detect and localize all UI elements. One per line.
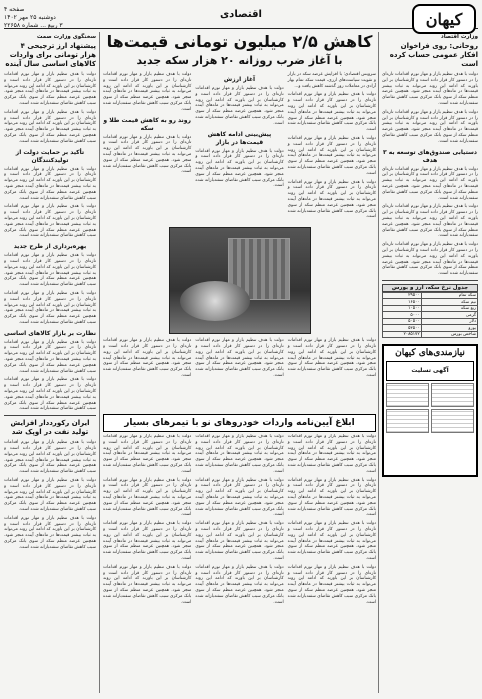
price-table xyxy=(382,284,478,339)
price-table-title: جدول نرخ سکه، ارز و بورس xyxy=(382,284,478,292)
story-text: دولت با هدف تنظیم بازار و مهار تورم اقدامات تازه‌ای را در دستور کار قرار داده است و کارشناسان بر این باورند که ادامه این روند می‌تواند به ثبات بیشتر قیمت‌ها در ماه‌های آینده منجر شود. همچنین عرضه منظم سکه از سوی بانک مرکزی سبب کاهش تقاضای سفته‌بازانه شده است. xyxy=(195,521,284,561)
right-kicker: وزارت اقتصاد xyxy=(440,34,478,40)
left-body: دولت با هدف تنظیم بازار و مهار تورم اقدامات تازه‌ای را در دستور کار قرار داده است و کارشناسان بر این باورند که ادامه این روند می‌تواند به ثبات بیشتر قیمت‌ها در ماه‌های آینده منجر شود. همچنین عرضه منظم سکه از سوی بانک مرکزی سبب کاهش تقاضای سفته‌بازانه شده است. xyxy=(4,204,96,239)
story-text: دولت با هدف تنظیم بازار و مهار تورم اقدامات تازه‌ای را در دستور کار قرار داده است و کارشناسان بر این باورند که ادامه این روند می‌تواند به ثبات بیشتر قیمت‌ها در ماه‌های آینده منجر شود. همچنین عرضه منظم سکه از سوی بانک مرکزی سبب کاهش تقاضای سفته‌بازانه شده است. xyxy=(103,564,192,605)
classifieds-title: نیازمندی‌های کیهان xyxy=(395,348,465,359)
right-column xyxy=(378,32,478,693)
story-text: دولت با هدف تنظیم بازار و مهار تورم اقدامات تازه‌ای را در دستور کار قرار داده است و کارشناسان بر این باورند که ادامه این روند می‌تواند به ثبات بیشتر قیمت‌ها در ماه‌های آینده منجر شود. همچنین عرضه منظم سکه از سوی بانک مرکزی سبب کاهش تقاضای سفته‌بازانه شده است. xyxy=(287,135,376,176)
story-text: دولت با هدف تنظیم بازار و مهار تورم اقدامات تازه‌ای را در دستور کار قرار داده است و کارشناسان بر این باورند که ادامه این روند می‌تواند به ثبات بیشتر قیمت‌ها در ماه‌های آینده منجر شود. همچنین عرضه منظم سکه از سوی بانک مرکزی سبب کاهش تقاضای سفته‌بازانه شده است. xyxy=(195,338,284,378)
story-intro: سرویس اقتصادی: با افزایش عرضه سکه در بازار و تقویت سیاست‌های ارزی، قیمت سکه تمام بهار آزادی در معاملات روز گذشته کاهش یافت و... xyxy=(287,72,376,89)
story-text: دولت با هدف تنظیم بازار و مهار تورم اقدامات تازه‌ای را در دستور کار قرار داده است و کارشناسان بر این باورند که ادامه این روند می‌تواند به ثبات بیشتر قیمت‌ها در ماه‌های آینده منجر شود. همچنین عرضه منظم سکه از سوی بانک مرکزی سبب کاهش تقاضای سفته‌بازانه شده است. xyxy=(287,338,376,378)
story-text: دولت با هدف تنظیم بازار و مهار تورم اقدامات تازه‌ای را در دستور کار قرار داده است و کارشناسان بر این باورند که ادامه این روند می‌تواند به ثبات بیشتر قیمت‌ها در ماه‌های آینده منجر شود. همچنین عرضه منظم سکه از سوی بانک مرکزی سبب کاهش تقاضای سفته‌بازانه شده است. xyxy=(195,477,284,518)
price-value: ۵۳۵۰۰ xyxy=(383,325,422,332)
price-value: ۲۹۵۰۰ xyxy=(383,292,422,299)
left-body: دولت با هدف تنظیم بازار و مهار تورم اقدامات تازه‌ای را در دستور کار قرار داده است و کارشناسان بر این باورند که ادامه این روند می‌تواند به ثبات بیشتر قیمت‌ها در ماه‌های آینده منجر شود. همچنین عرضه منظم سکه از سوی بانک مرکزی سبب کاهش تقاضای سفته‌بازانه شده است. xyxy=(4,515,96,550)
story-text: دولت با هدف تنظیم بازار و مهار تورم اقدامات تازه‌ای را در دستور کار قرار داده است و کارشناسان بر این باورند که ادامه این روند می‌تواند به ثبات بیشتر قیمت‌ها در ماه‌های آینده منجر شود. همچنین عرضه منظم سکه از سوی بانک مرکزی سبب کاهش تقاضای سفته‌بازانه شده است. xyxy=(195,86,284,126)
price-item: سکه تمام xyxy=(421,292,477,299)
story-subhead: آغاز ارزش xyxy=(223,76,256,83)
date-line: دوشنبه ۲۵ مهر ۱۴۰۲ xyxy=(4,14,56,21)
story-column xyxy=(288,434,376,608)
right-headline: روحانی: روی فراخوان افکار عمومی حساب کرده است xyxy=(389,42,478,68)
left-column xyxy=(4,32,100,693)
left-body: دولت با هدف تنظیم بازار و مهار تورم اقدامات تازه‌ای را در دستور کار قرار داده است و کارشناسان بر این باورند که ادامه این روند می‌تواند به ثبات بیشتر قیمت‌ها در ماه‌های آینده منجر شود. همچنین عرضه منظم سکه از سوی بانک مرکزی سبب کاهش تقاضای سفته‌بازانه شده است. xyxy=(4,253,96,288)
story-column xyxy=(288,72,376,223)
story-text: دولت با هدف تنظیم بازار و مهار تورم اقدامات تازه‌ای را در دستور کار قرار داده است و کارشناسان بر این باورند که ادامه این روند می‌تواند به ثبات بیشتر قیمت‌ها در ماه‌های آینده منجر شود. همچنین عرضه منظم سکه از سوی بانک مرکزی سبب کاهش تقاضای سفته‌بازانه شده است. xyxy=(287,477,376,518)
left-body: دولت با هدف تنظیم بازار و مهار تورم اقدامات تازه‌ای را در دستور کار قرار داده است و کارشناسان بر این باورند که ادامه این روند می‌تواند به ثبات بیشتر قیمت‌ها در ماه‌های آینده منجر شود. همچنین عرضه منظم سکه از سوی بانک مرکزی سبب کاهش تقاضای سفته‌بازانه شده است. xyxy=(4,478,96,513)
left-headline-2: ایران رکورددار افزایش تولید نفت در اوپک شد xyxy=(10,419,90,437)
story-text: دولت با هدف تنظیم بازار و مهار تورم اقدامات تازه‌ای را در دستور کار قرار داده است و کارشناسان بر این باورند که ادامه این روند می‌تواند به ثبات بیشتر قیمت‌ها در ماه‌های آینده منجر شود. همچنین عرضه منظم سکه از سوی بانک مرکزی سبب کاهش تقاضای سفته‌بازانه شده است. xyxy=(287,92,376,133)
main-headline: کاهش ۲/۵ میلیون تومانی قیمت‌ها xyxy=(106,32,373,51)
page-number: صفحه ۴ xyxy=(4,6,25,13)
page-header xyxy=(4,6,478,29)
right-subhead: دستیابی صندوق‌های توسعه به ۳ هدف xyxy=(382,148,478,164)
story-columns xyxy=(103,72,376,223)
left-kicker: سخنگوی وزارت صمت xyxy=(36,34,96,40)
story-columns-lower xyxy=(103,338,376,382)
story-text: دولت با هدف تنظیم بازار و مهار تورم اقدامات تازه‌ای را در دستور کار قرار داده است و کارشناسان بر این باورند که ادامه این روند می‌تواند به ثبات بیشتر قیمت‌ها در ماه‌های آینده منجر شود. همچنین عرضه منظم سکه از سوی بانک مرکزی سبب کاهش تقاضای سفته‌بازانه شده است. xyxy=(287,521,376,561)
price-value: ۱۶۵۰۰ xyxy=(383,299,422,306)
story-text: دولت با هدف تنظیم بازار و مهار تورم اقدامات تازه‌ای را در دستور کار قرار داده است و کارشناسان بر این باورند که ادامه این روند می‌تواند به ثبات بیشتر قیمت‌ها در ماه‌های آینده منجر شود. همچنین عرضه منظم سکه از سوی بانک مرکزی سبب کاهش تقاضای سفته‌بازانه شده است. xyxy=(103,434,192,474)
left-headline: پیشنهاد ارز ترجیحی ۴ هزار تومانی برای واردات کالاهای اساسی سال آینده xyxy=(5,42,96,68)
classified-ad xyxy=(431,383,474,407)
story-subhead: پیش‌بینی ادامه کاهش قیمت‌ها در بازار xyxy=(207,130,272,146)
left-body: دولت با هدف تنظیم بازار و مهار تورم اقدامات تازه‌ای را در دستور کار قرار داده است و کارشناسان بر این باورند که ادامه این روند می‌تواند به ثبات بیشتر قیمت‌ها در ماه‌های آینده منجر شود. همچنین عرضه منظم سکه از سوی بانک مرکزی سبب کاهش تقاضای سفته‌بازانه شده است. xyxy=(4,290,96,325)
story-text: دولت با هدف تنظیم بازار و مهار تورم اقدامات تازه‌ای را در دستور کار قرار داده است و کارشناسان بر این باورند که ادامه این روند می‌تواند به ثبات بیشتر قیمت‌ها در ماه‌های آینده منجر شود. همچنین عرضه منظم سکه از سوی بانک مرکزی سبب کاهش تقاضای سفته‌بازانه شده است. xyxy=(287,179,376,220)
story-text: دولت با هدف تنظیم بازار و مهار تورم اقدامات تازه‌ای را در دستور کار قرار داده است و کارشناسان بر این باورند که ادامه این روند می‌تواند به ثبات بیشتر قیمت‌ها در ماه‌های آینده منجر شود. همچنین عرضه منظم سکه از سوی بانک مرکزی سبب کاهش تقاضای سفته‌بازانه شده است. xyxy=(103,338,192,378)
left-body: دولت با هدف تنظیم بازار و مهار تورم اقدامات تازه‌ای را در دستور کار قرار داده است و کارشناسان بر این باورند که ادامه این روند می‌تواند به ثبات بیشتر قیمت‌ها در ماه‌های آینده منجر شود. همچنین عرضه منظم سکه از سوی بانک مرکزی سبب کاهش تقاضای سفته‌بازانه شده است. xyxy=(4,339,96,374)
story-text: دولت با هدف تنظیم بازار و مهار تورم اقدامات تازه‌ای را در دستور کار قرار داده است و کارشناسان بر این باورند که ادامه این روند می‌تواند به ثبات بیشتر قیمت‌ها در ماه‌های آینده منجر شود. همچنین عرضه منظم سکه از سوی بانک مرکزی سبب کاهش تقاضای سفته‌بازانه شده است. xyxy=(103,477,192,518)
price-item: نیم سکه xyxy=(421,299,477,306)
right-body-5: دولت با هدف تنظیم بازار و مهار تورم اقدامات تازه‌ای را در دستور کار قرار داده است و کارشناسان بر این باورند که ادامه این روند می‌تواند به ثبات بیشتر قیمت‌ها در ماه‌های آینده منجر شود. همچنین عرضه منظم سکه از سوی بانک مرکزی سبب کاهش تقاضای سفته‌بازانه شده است. xyxy=(382,242,478,277)
newspaper-logo: کیهان xyxy=(412,4,476,34)
main-subheadline: با آغاز ضرب روزانه ۲۰ هزار سکه جدید xyxy=(136,54,343,67)
left-subhead: نظارت بر بازار کالاهای اساسی xyxy=(4,329,96,337)
story-text: دولت با هدف تنظیم بازار و مهار تورم اقدامات تازه‌ای را در دستور کار قرار داده است و کارشناسان بر این باورند که ادامه این روند می‌تواند به ثبات بیشتر قیمت‌ها در ماه‌های آینده منجر شود. همچنین عرضه منظم سکه از سوی بانک مرکزی سبب کاهش تقاضای سفته‌بازانه شده است. xyxy=(195,434,284,474)
left-subhead: بهره‌برداری از طرح جدید xyxy=(13,243,87,251)
classified-ad xyxy=(431,409,474,433)
left-body: دولت با هدف تنظیم بازار و مهار تورم اقدامات تازه‌ای را در دستور کار قرار داده است و کارشناسان بر این باورند که ادامه این روند می‌تواند به ثبات بیشتر قیمت‌ها در ماه‌های آینده منجر شود. همچنین عرضه منظم سکه از سوی بانک مرکزی سبب کاهش تقاضای سفته‌بازانه شده است. xyxy=(4,72,96,106)
price-value: ۱۰۵۰۰ xyxy=(383,305,422,312)
price-row xyxy=(383,331,478,338)
story-column xyxy=(103,72,191,223)
issue-line: ۳ ربیع ... شماره ۲۲۶۵۸ xyxy=(4,22,63,29)
story-text: دولت با هدف تنظیم بازار و مهار تورم اقدامات تازه‌ای را در دستور کار قرار داده است و کارشناسان بر این باورند که ادامه این روند می‌تواند به ثبات بیشتر قیمت‌ها در ماه‌های آینده منجر شود. همچنین عرضه منظم سکه از سوی بانک مرکزی سبب کاهش تقاضای سفته‌بازانه شده است. xyxy=(287,434,376,474)
story-column xyxy=(103,338,191,382)
divider xyxy=(4,415,96,416)
price-value: ۲۰۸۵۱۷۲ xyxy=(383,331,422,338)
story-text: دولت با هدف تنظیم بازار و مهار تورم اقدامات تازه‌ای را در دستور کار قرار داده است و کارشناسان بر این باورند که ادامه این روند می‌تواند به ثبات بیشتر قیمت‌ها در ماه‌های آینده منجر شود. همچنین عرضه منظم سکه از سوی بانک مرکزی سبب کاهش تقاضای سفته‌بازانه شده است. xyxy=(103,134,192,175)
price-item: شاخص بورس xyxy=(421,331,477,338)
classifieds-box xyxy=(382,344,478,477)
secondary-story xyxy=(103,434,376,693)
coin-pile xyxy=(180,281,250,321)
price-item: یورو xyxy=(421,325,477,332)
price-item: دلار xyxy=(421,318,477,325)
classifieds-feature: آگهی تسلیت xyxy=(386,361,474,381)
right-body-3: دولت با هدف تنظیم بازار و مهار تورم اقدامات تازه‌ای را در دستور کار قرار داده است و کارشناسان بر این باورند که ادامه این روند می‌تواند به ثبات بیشتر قیمت‌ها در ماه‌های آینده منجر شود. همچنین عرضه منظم سکه از سوی بانک مرکزی سبب کاهش تقاضای سفته‌بازانه شده است. xyxy=(382,166,478,201)
classified-ad xyxy=(386,409,429,433)
price-item: گرمی xyxy=(421,312,477,319)
story-column xyxy=(103,434,191,608)
secondary-headline: ابلاغ آیین‌نامه واردات خودروهای نو با تیمرهای بسیار xyxy=(103,414,376,432)
divider xyxy=(382,280,478,281)
story-column xyxy=(195,434,283,608)
story-column xyxy=(195,72,283,223)
story-text: دولت با هدف تنظیم بازار و مهار تورم اقدامات تازه‌ای را در دستور کار قرار داده است و کارشناسان بر این باورند که ادامه این روند می‌تواند به ثبات بیشتر قیمت‌ها در ماه‌های آینده منجر شود. همچنین عرضه منظم سکه از سوی بانک مرکزی سبب کاهش تقاضای سفته‌بازانه شده است. xyxy=(287,564,376,605)
story-text: دولت با هدف تنظیم بازار و مهار تورم اقدامات تازه‌ای را در دستور کار قرار داده است و کارشناسان بر این باورند که ادامه این روند می‌تواند به ثبات بیشتر قیمت‌ها در ماه‌های آینده منجر شود. همچنین عرضه منظم سکه از سوی بانک مرکزی سبب کاهش تقاضای سفته‌بازانه شده است. xyxy=(103,72,192,112)
secondary-columns xyxy=(103,434,376,608)
story-text: دولت با هدف تنظیم بازار و مهار تورم اقدامات تازه‌ای را در دستور کار قرار داده است و کارشناسان بر این باورند که ادامه این روند می‌تواند به ثبات بیشتر قیمت‌ها در ماه‌های آینده منجر شود. همچنین عرضه منظم سکه از سوی بانک مرکزی سبب کاهش تقاضای سفته‌بازانه شده است. xyxy=(195,564,284,605)
left-subhead: تأکید بر حمایت دولت از تولیدکنندگان xyxy=(15,148,85,164)
right-body-2: دولت با هدف تنظیم بازار و مهار تورم اقدامات تازه‌ای را در دستور کار قرار داده است و کارشناسان بر این باورند که ادامه این روند می‌تواند به ثبات بیشتر قیمت‌ها در ماه‌های آینده منجر شود. همچنین عرضه منظم سکه از سوی بانک مرکزی سبب کاهش تقاضای سفته‌بازانه شده است. xyxy=(382,109,478,144)
left-body: دولت با هدف تنظیم بازار و مهار تورم اقدامات تازه‌ای را در دستور کار قرار داده است و کارشناسان بر این باورند که ادامه این روند می‌تواند به ثبات بیشتر قیمت‌ها در ماه‌های آینده منجر شود. همچنین عرضه منظم سکه از سوی بانک مرکزی سبب کاهش تقاضای سفته‌بازانه شده است. xyxy=(4,440,96,475)
story-column xyxy=(288,338,376,382)
left-body: دولت با هدف تنظیم بازار و مهار تورم اقدامات تازه‌ای را در دستور کار قرار داده است و کارشناسان بر این باورند که ادامه این روند می‌تواند به ثبات بیشتر قیمت‌ها در ماه‌های آینده منجر شود. همچنین عرضه منظم سکه از سوی بانک مرکزی سبب کاهش تقاضای سفته‌بازانه شده است. xyxy=(4,377,96,412)
story-subhead: روند رو به کاهش قیمت طلا و سکه xyxy=(103,116,191,132)
section-title: اقتصادی xyxy=(220,9,262,20)
right-body-4: دولت با هدف تنظیم بازار و مهار تورم اقدامات تازه‌ای را در دستور کار قرار داده است و کارشناسان بر این باورند که ادامه این روند می‌تواند به ثبات بیشتر قیمت‌ها در ماه‌های آینده منجر شود. همچنین عرضه منظم سکه از سوی بانک مرکزی سبب کاهش تقاضای سفته‌بازانه شده است. xyxy=(382,204,478,239)
left-body: دولت با هدف تنظیم بازار و مهار تورم اقدامات تازه‌ای را در دستور کار قرار داده است و کارشناسان بر این باورند که ادامه این روند می‌تواند به ثبات بیشتر قیمت‌ها در ماه‌های آینده منجر شود. همچنین عرضه منظم سکه از سوی بانک مرکزی سبب کاهش تقاضای سفته‌بازانه شده است. xyxy=(4,166,96,201)
classifieds-grid xyxy=(386,361,474,433)
story-text: دولت با هدف تنظیم بازار و مهار تورم اقدامات تازه‌ای را در دستور کار قرار داده است و کارشناسان بر این باورند که ادامه این روند می‌تواند به ثبات بیشتر قیمت‌ها در ماه‌های آینده منجر شود. همچنین عرضه منظم سکه از سوی بانک مرکزی سبب کاهش تقاضای سفته‌بازانه شده است. xyxy=(103,521,192,561)
page-info xyxy=(4,6,63,30)
classified-ad xyxy=(386,383,429,407)
main-story xyxy=(103,32,376,409)
story-column xyxy=(195,338,283,382)
price-value: ۵۰۰۰ xyxy=(383,312,422,319)
story-text: دولت با هدف تنظیم بازار و مهار تورم اقدامات تازه‌ای را در دستور کار قرار داده است و کارشناسان بر این باورند که ادامه این روند می‌تواند به ثبات بیشتر قیمت‌ها در ماه‌های آینده منجر شود. همچنین عرضه منظم سکه از سوی بانک مرکزی سبب کاهش تقاضای سفته‌بازانه شده است. xyxy=(195,148,284,189)
price-item: ربع سکه xyxy=(421,305,477,312)
left-body: دولت با هدف تنظیم بازار و مهار تورم اقدامات تازه‌ای را در دستور کار قرار داده است و کارشناسان بر این باورند که ادامه این روند می‌تواند به ثبات بیشتر قیمت‌ها در ماه‌های آینده منجر شود. همچنین عرضه منظم سکه از سوی بانک مرکزی سبب کاهش تقاضای سفته‌بازانه شده است. xyxy=(4,109,96,144)
price-value: ۵۰۵۰۰ xyxy=(383,318,422,325)
coin-price-photo xyxy=(169,227,311,334)
right-body-1: دولت با هدف تنظیم بازار و مهار تورم اقدامات تازه‌ای را در دستور کار قرار داده است و کارشناسان بر این باورند که ادامه این روند می‌تواند به ثبات بیشتر قیمت‌ها در ماه‌های آینده منجر شود. همچنین عرضه منظم سکه از سوی بانک مرکزی سبب کاهش تقاضای سفته‌بازانه شده است. xyxy=(382,72,478,106)
